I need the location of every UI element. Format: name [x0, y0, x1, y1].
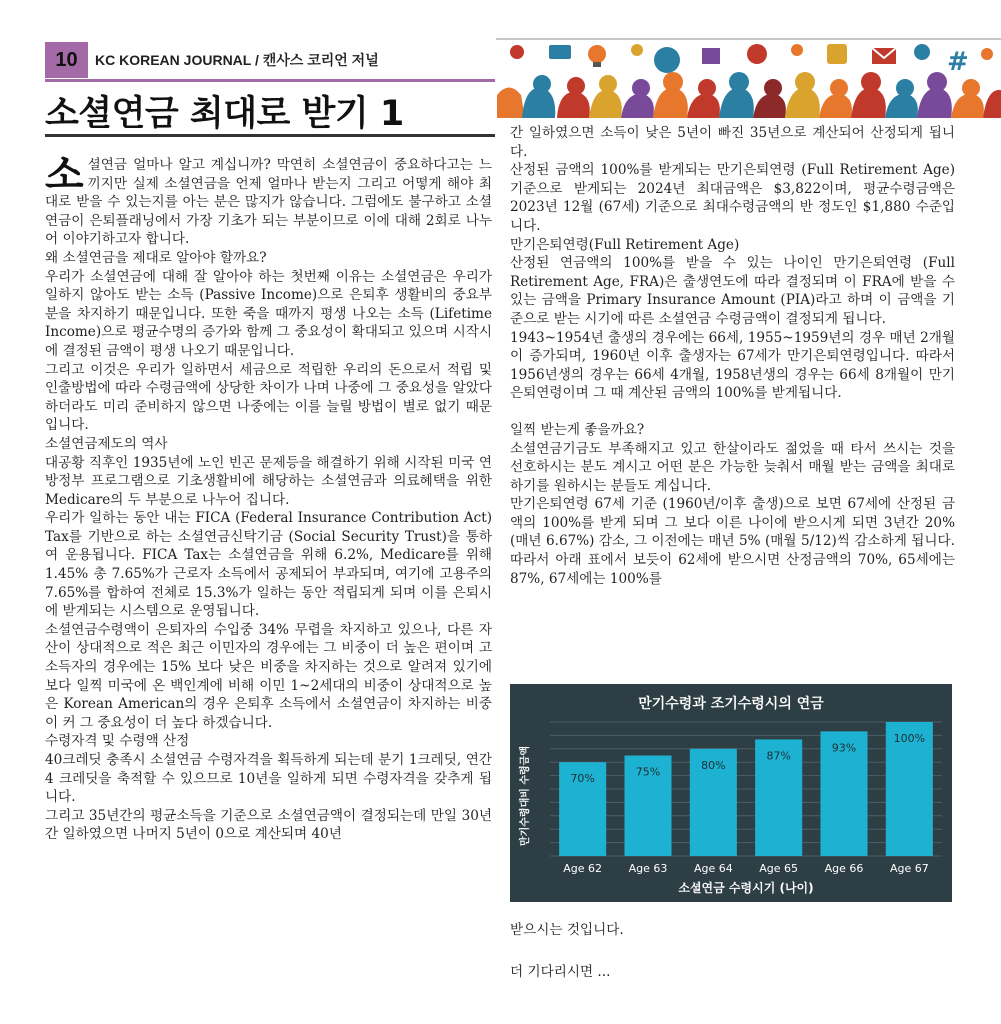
settings-icon: [914, 44, 930, 60]
intro-paragraph: 셜연금 얼마나 알고 계십니까? 막연히 소셜연금이 중요하다고는 느끼지만 실제 소셜연금을 언제 얼마나 받는지 그리고 어떻게 해야 최대로 받을 수 있는지를 아는 분은 많지가 않습니다. 그럼에도 불구하고 소셜연금이 은퇴플래닝에서 가장 기초가 되는 부분이므로 이에 대해 2회로 나누어 이야기하고자 합니다.: [45, 157, 492, 248]
chart-category-label: Age 65: [759, 862, 799, 875]
chart-data-label: 70%: [570, 772, 595, 786]
headline-rule: [45, 134, 495, 137]
lightbulb-icon: [588, 45, 606, 63]
paragraph: 1943~1954년 출생의 경우에는 66세, 1955~1959년의 경우 매년 2개월이 증가되며, 1960년 이후 출생자는 67세가 만기은퇴연령입니다. 따라서 1956년생의 경우는 66세 4개월, 1958년생의 경우는 66세 8개월이 만기은퇴연령이며 그 때 계산된 금액의 100%를 받게됩니다.: [510, 329, 955, 402]
section-heading: 일찍 받는게 좋을까요?: [510, 421, 645, 438]
paragraph: 우리가 소셜연금에 대해 잘 알아야 하는 첫번째 이유는 소셜연금은 우리가 일하지 않아도 받는 소득 (Passive Income)으로 은퇴후 생활비의 중요부분을 차지하기 때문입니다. 또한 죽을 때까지 평생 나오는 소득 (Lifetime Income)으로 평균수명의 증가와 함께 그 중요성이 확대되고 있으며 시작시에 결정된 금액이 평생 나오기 때문입니다.: [45, 268, 492, 359]
chart-category-label: Age 66: [824, 862, 864, 875]
section-heading: 수령자격 및 수령액 산정: [45, 733, 190, 750]
paragraph: 만기은퇴연령 67세 기준 (1960년/이후 출생)으로 보면 67세에 산정된 금액의 100%를 받게 되며 그 보다 이른 나이에 받으시게 되면 3년간 20% (매년 6.67%) 감소, 그 이전에는 매년 5% (매월 5/12)씩 감소하게 됩니다. 따라서 아래 표에서 보듯이 62세에 받으시면 산정금액의 70%, 65세에는 87%, 67세에는 100%를: [510, 496, 955, 587]
gear-icon: [631, 44, 643, 56]
chart-category-label: Age 67: [889, 862, 929, 875]
section-heading: 만기은퇴연령(Full Retirement Age): [510, 236, 740, 253]
chart-category-label: Age 64: [693, 862, 733, 875]
section-heading: 왜 소셜연금을 제대로 알아야 할까요?: [45, 249, 267, 266]
chart-data-label: 93%: [831, 741, 857, 755]
masthead-rule: [45, 79, 495, 82]
chart-data-label: 75%: [635, 765, 661, 779]
dropcap: 소: [45, 152, 84, 198]
paragraph: 대공황 직후인 1935년에 노인 빈곤 문제등을 해결하기 위해 시작된 미국 연방정부 프로그램으로 기초생활비에 해당하는 소셜연금과 의료혜택을 위한 Medicare의 두 부분으로 나누어 집니다.: [45, 454, 492, 508]
chart-category-label: Age 63: [628, 862, 668, 875]
benefit-chart: [510, 684, 952, 902]
paragraph: 소셜연금수령액이 은퇴자의 수입중 34% 무렵을 차지하고 있으나, 다른 자산이 상대적으로 적은 최근 이민자의 경우에는 그 비중이 더 높은 편이며 고소득자의 경우에는 15% 보다 낮은 비중을 차지하는 것으로 알려져 있기에 보다 일찍 미국에 온 백인계에 비해 이민 1~2세대의 비중이 상대적으로 높은 Korean American의 경우 은퇴후 소득에서 소셜연금이 차지하는 비중이 커 그 중요성이 더 높다 하겠습니다.: [45, 621, 492, 731]
chart-grid: [550, 722, 942, 856]
right-column: [510, 124, 955, 588]
chart-data-label: 100%: [893, 732, 926, 745]
left-column: [45, 152, 492, 844]
paragraph: 산정된 금액의 100%를 받게되는 만기은퇴연령 (Full Retirement Age) 기준으로 받게되는 2024년 최대금액은 $3,822이며, 평균수령금액은 2023년 12월 (67세) 기준으로 최대수령금액의 반 정도인 $1,880 수준입니다.: [510, 162, 955, 234]
paragraph: 받으시는 것입니다.: [510, 922, 624, 938]
page-number: 10: [45, 42, 88, 78]
chart-y-axis-label: 만기수령대비 수령금액: [520, 745, 531, 847]
chart-data-label: 87%: [766, 749, 791, 763]
spacer: [510, 403, 955, 421]
paragraph: 산정된 연금액의 100%를 받을 수 있는 나이인 만기은퇴연령 (Full Retirement Age, FRA)은 출생연도에 따라 결정되며 이 FRA에 받을 수 있는 금액을 Primary Insurance Amount (PIA)라고 하며 이 금액을 기준으로 받는 시기에 따른 소셜연금 수령금액이 결정되게 됩니다.: [510, 255, 955, 327]
banner-illustration: [497, 40, 1001, 118]
hashtag-icon: #: [947, 47, 969, 77]
masthead: KC KOREAN JOURNAL / 캔사스 코리언 저널: [95, 52, 379, 68]
paragraph: 우리가 일하는 동안 내는 FICA (Federal Insurance Contribution Act) Tax를 기반으로 하는 소셜연금신탁기금 (Social Security Trust)을 통하여 운용됩니다. FICA Tax는 소셜연금을 위해 6.2%, Medicare를 위해 1.45% 총 7.65%가 근로자 소득에서 공제되어 부과되며, 여기에 고용주의 7.65%를 합하여 전체로 15.3%가 일하는 동안 적립되게 되며 이를 은퇴시에 받게되는 시스템으로 운영됩니다.: [45, 510, 492, 620]
section-heading: 소셜연금제도의 역사: [45, 435, 168, 452]
headline: 소셜연금 최대로 받기 1: [45, 94, 404, 134]
globe-icon: [654, 47, 680, 73]
chart-category-label: Age 62: [563, 862, 603, 875]
paragraph: 간 일하였으면 소득이 낮은 5년이 빠진 35년으로 계산되어 산정되게 됩니다.: [510, 125, 955, 160]
paragraph: 소셜연금기금도 부족해지고 있고 한살이라도 젊었을 때 타서 쓰시는 것을 선호하시는 분도 계시고 어떤 분은 가능한 늦춰서 매월 받는 금액을 최대로 하기를 원하시는 분들도 계십니다.: [510, 440, 955, 494]
chart-bars: [559, 722, 933, 875]
paragraph: 그리고 이것은 우리가 일하면서 세금으로 적립한 우리의 돈으로서 적립 및 인출방법에 따라 수령금액에 상당한 차이가 나며 나중에 그 중요성을 알았다하더라도 미리 준비하지 않으면 나중에는 이를 늘릴 방법이 별로 없기 때문입니다.: [45, 361, 492, 434]
chart-svg: [510, 684, 952, 902]
paragraph: 그리고 35년간의 평균소득을 기준으로 소셜연금액이 결정되는데 만일 30년간 일하였으면 나머지 5년이 0으로 계산되며 40년: [45, 807, 492, 843]
paragraph: 40크레딧 충족시 소셜연금 수령자격을 획득하게 되는데 분기 1크레딧, 연간 4 크레딧을 축적할 수 있으므로 10년을 일하게 되면 수령자격을 갖추게 됩니다.: [45, 752, 492, 806]
header-banner-image: [497, 40, 1001, 118]
chart-icon: [702, 48, 720, 64]
chart-data-label: 80%: [701, 758, 726, 772]
chart-x-axis-label: 소셜연금 수령시기 (나이): [678, 881, 814, 895]
paragraph: 더 기다리시면 ...: [510, 964, 611, 980]
chart-title: 만기수령과 조기수령시의 연금: [638, 696, 824, 712]
